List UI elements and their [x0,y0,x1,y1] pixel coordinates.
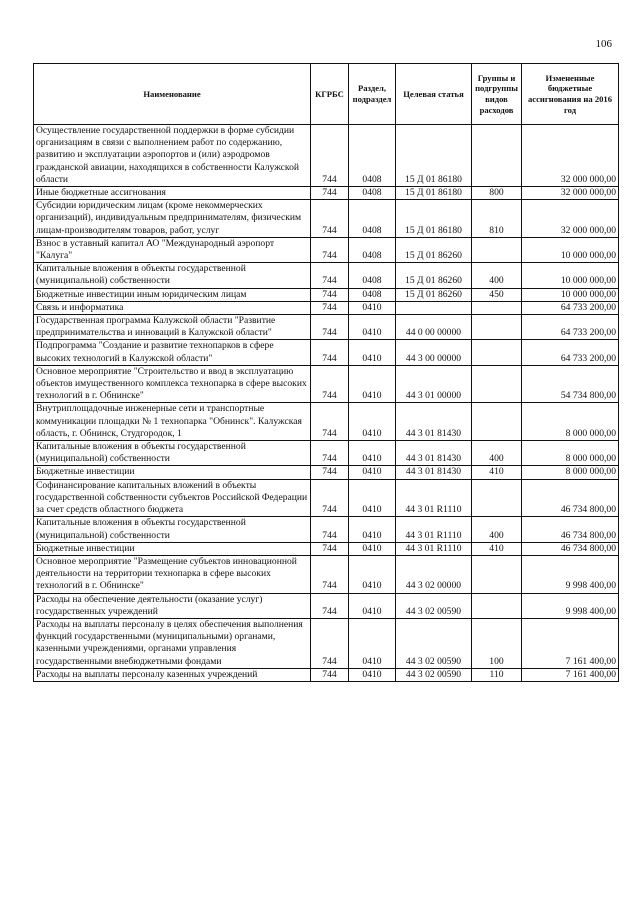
row-name: Субсидии юридическим лицам (кроме некоммерческих организаций), индивидуальным предпринимателям, физическим лицам-производителям товаров, работ, услуг [34,200,311,238]
row-name: Бюджетные инвестиции иным юридическим лицам [34,288,311,301]
row-kgrbs: 744 [311,542,349,555]
table-row [34,668,619,681]
table-row [34,288,619,301]
row-name: Иные бюджетные ассигнования [34,187,311,200]
row-kgrbs: 744 [311,200,349,238]
row-name: Государственная программа Калужской области "Развитие предпринимательства и инноваций в Калужской области" [34,315,311,340]
table-row [34,365,619,403]
table-row [34,517,619,542]
table-row [34,403,619,441]
row-target: 44 3 01 81430 [396,441,472,466]
table-row [34,315,619,340]
row-name: Софинансирование капитальных вложений в объекты государственной собственности субъектов Российской Федерации за счет средств областного бюджета [34,479,311,517]
row-section: 0410 [349,403,396,441]
row-target: 44 3 01 R1110 [396,479,472,517]
row-target: 15 Д 01 86180 [396,187,472,200]
row-target: 15 Д 01 86260 [396,237,472,262]
row-group: 410 [472,466,522,479]
table-row [34,618,619,668]
row-group: 110 [472,668,522,681]
row-name: Расходы на обеспечение деятельности (оказание услуг) государственных учреждений [34,593,311,618]
row-group [472,479,522,517]
row-kgrbs: 744 [311,263,349,288]
table-row [34,466,619,479]
row-kgrbs: 744 [311,403,349,441]
row-target: 44 3 02 00590 [396,618,472,668]
row-kgrbs: 744 [311,288,349,301]
row-target: 15 Д 01 86180 [396,200,472,238]
table-row [34,263,619,288]
row-section: 0410 [349,365,396,403]
row-section: 0408 [349,237,396,262]
table-row [34,555,619,593]
row-group: 400 [472,441,522,466]
row-amount: 64 733 200,00 [522,301,619,314]
row-group: 800 [472,187,522,200]
row-target: 44 3 01 00000 [396,365,472,403]
row-section: 0410 [349,542,396,555]
row-section: 0408 [349,187,396,200]
table-row [34,340,619,365]
row-kgrbs: 744 [311,340,349,365]
row-kgrbs: 744 [311,466,349,479]
row-group [472,237,522,262]
row-name: Взнос в уставный капитал АО "Международный аэропорт "Калуга" [34,237,311,262]
row-kgrbs: 744 [311,555,349,593]
row-name: Осуществление государственной поддержки в форме субсидии организациям в связи с выполнением работ по содержанию, развитию и эксплуатации аэропортов и (или) аэродромов гражданской авиации, находящихся в собственности Калужской области [34,125,311,187]
row-amount: 7 161 400,00 [522,668,619,681]
row-amount: 46 734 800,00 [522,479,619,517]
row-amount: 8 000 000,00 [522,441,619,466]
table-row [34,187,619,200]
row-kgrbs: 744 [311,315,349,340]
row-amount: 8 000 000,00 [522,403,619,441]
row-group: 400 [472,517,522,542]
row-name: Капитальные вложения в объекты государственной (муниципальной) собственности [34,441,311,466]
row-amount: 10 000 000,00 [522,237,619,262]
row-kgrbs: 744 [311,237,349,262]
row-section: 0410 [349,668,396,681]
row-amount: 32 000 000,00 [522,187,619,200]
row-section: 0410 [349,466,396,479]
row-name: Бюджетные инвестиции [34,466,311,479]
row-name: Связь и информатика [34,301,311,314]
row-group [472,315,522,340]
row-kgrbs: 744 [311,593,349,618]
row-section: 0410 [349,618,396,668]
table-row [34,441,619,466]
row-kgrbs: 744 [311,441,349,466]
table-row [34,301,619,314]
row-group [472,403,522,441]
row-section: 0408 [349,288,396,301]
row-kgrbs: 744 [311,125,349,187]
row-section: 0408 [349,200,396,238]
row-amount: 8 000 000,00 [522,466,619,479]
row-amount: 10 000 000,00 [522,263,619,288]
row-section: 0410 [349,340,396,365]
row-group [472,340,522,365]
row-amount: 46 734 800,00 [522,542,619,555]
header-amount: Измененные бюджетные ассигнования на 2016 год [522,64,619,125]
row-name: Основное мероприятие "Размещение субъектов инновационной деятельности на территории технопарка в сфере высоких технологий в г. Обнинске" [34,555,311,593]
row-section: 0410 [349,593,396,618]
row-target: 44 0 00 00000 [396,315,472,340]
table-row [34,237,619,262]
row-target: 44 3 02 00590 [396,593,472,618]
row-amount: 54 734 800,00 [522,365,619,403]
table-row [34,593,619,618]
header-row [34,64,619,125]
row-section: 0410 [349,555,396,593]
header-groups: Группы и подгруппы видов расходов [472,64,522,125]
row-target: 44 3 01 81430 [396,403,472,441]
row-name: Капитальные вложения в объекты государственной (муниципальной) собственности [34,263,311,288]
row-name: Бюджетные инвестиции [34,542,311,555]
row-group [472,555,522,593]
row-amount: 32 000 000,00 [522,125,619,187]
header-target: Целевая статья [396,64,472,125]
row-target: 15 Д 01 86180 [396,125,472,187]
row-section: 0410 [349,441,396,466]
row-amount: 46 734 800,00 [522,517,619,542]
row-name: Расходы на выплаты персоналу в целях обеспечения выполнения функций государственными (муниципальными) органами, казенными учреждениями, органами управления государственными внебюджетными фондами [34,618,311,668]
row-amount: 64 733 200,00 [522,315,619,340]
row-group: 810 [472,200,522,238]
row-group [472,301,522,314]
table-row [34,479,619,517]
row-name: Подпрограмма "Создание и развитие технопарков в сфере высоких технологий в Калужской области" [34,340,311,365]
row-target: 44 3 02 00590 [396,668,472,681]
row-target: 44 3 02 00000 [396,555,472,593]
row-kgrbs: 744 [311,187,349,200]
row-group: 100 [472,618,522,668]
row-section: 0408 [349,125,396,187]
row-kgrbs: 744 [311,301,349,314]
row-target: 44 3 01 R1110 [396,517,472,542]
row-amount: 9 998 400,00 [522,593,619,618]
row-amount: 7 161 400,00 [522,618,619,668]
row-target: 44 3 00 00000 [396,340,472,365]
row-kgrbs: 744 [311,365,349,403]
table-body [34,125,619,682]
row-target: 15 Д 01 86260 [396,263,472,288]
row-section: 0410 [349,517,396,542]
row-amount: 10 000 000,00 [522,288,619,301]
row-group [472,593,522,618]
row-kgrbs: 744 [311,479,349,517]
table-row [34,542,619,555]
header-name: Наименование [34,64,311,125]
row-section: 0410 [349,479,396,517]
row-section: 0410 [349,315,396,340]
row-kgrbs: 744 [311,517,349,542]
row-section: 0408 [349,263,396,288]
row-amount: 64 733 200,00 [522,340,619,365]
row-kgrbs: 744 [311,618,349,668]
row-name: Внутриплощадочные инженерные сети и транспортные коммуникации площадки № 1 технопарка "Обнинск". Калужская область, г. Обнинск, Студгородок, 1 [34,403,311,441]
table-row [34,200,619,238]
row-target: 15 Д 01 86260 [396,288,472,301]
row-name: Расходы на выплаты персоналу казенных учреждений [34,668,311,681]
row-name: Основное мероприятие "Строительство и ввод в эксплуатацию объектов имущественного комплекса технопарка в сфере высоких технологий в г. Обнинске" [34,365,311,403]
header-kgrbs: КГРБС [311,64,349,125]
row-target: 44 3 01 81430 [396,466,472,479]
row-group: 410 [472,542,522,555]
row-group: 450 [472,288,522,301]
row-section: 0410 [349,301,396,314]
row-group [472,125,522,187]
row-target [396,301,472,314]
row-name: Капитальные вложения в объекты государственной (муниципальной) собственности [34,517,311,542]
row-group [472,365,522,403]
row-target: 44 3 01 R1110 [396,542,472,555]
header-section: Раздел, подраздел [349,64,396,125]
row-amount: 9 998 400,00 [522,555,619,593]
table-row [34,125,619,187]
page-number: 106 [595,38,612,50]
budget-table [33,63,619,682]
row-kgrbs: 744 [311,668,349,681]
row-group: 400 [472,263,522,288]
row-amount: 32 000 000,00 [522,200,619,238]
